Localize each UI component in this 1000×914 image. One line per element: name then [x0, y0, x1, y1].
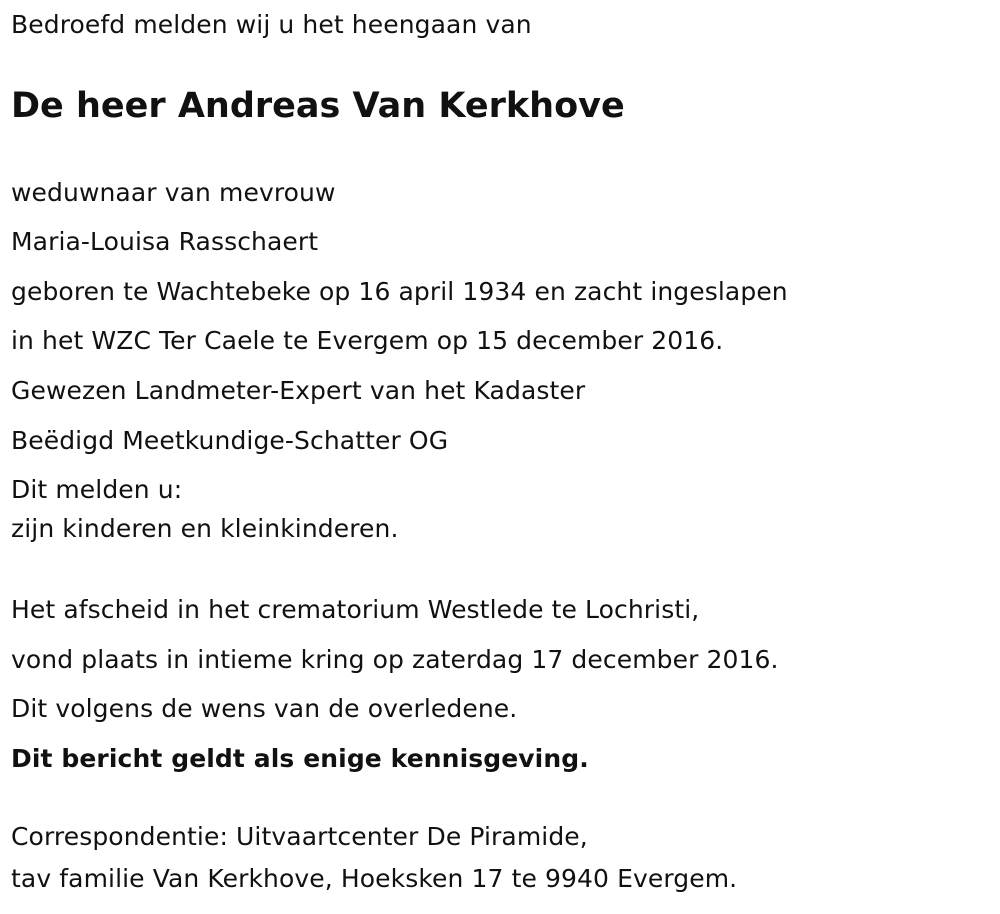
widower-line: weduwnaar van mevrouw — [11, 178, 336, 207]
correspondence-line-2: tav familie Van Kerkhove, Hoeksken 17 te 9940 Evergem. — [11, 864, 738, 893]
birth-line: geboren te Wachtebeke op 16 april 1934 en zacht ingeslapen — [11, 277, 788, 306]
farewell-wish: Dit volgens de wens van de overledene. — [11, 694, 518, 723]
spouse-name: Maria-Louisa Rasschaert — [11, 227, 319, 256]
notice-line: Dit bericht geldt als enige kennisgeving. — [11, 744, 589, 773]
correspondence-line-1: Correspondentie: Uitvaartcenter De Piramide, — [11, 822, 588, 851]
announced-by-family: zijn kinderen en kleinkinderen. — [11, 514, 399, 543]
farewell-location: Het afscheid in het crematorium Westlede te Lochristi, — [11, 595, 700, 624]
intro-text: Bedroefd melden wij u het heengaan van — [11, 10, 532, 39]
deceased-name: De heer Andreas Van Kerkhove — [11, 86, 625, 126]
announced-by-label: Dit melden u: — [11, 475, 183, 504]
profession-line: Gewezen Landmeter-Expert van het Kadaster — [11, 376, 586, 405]
title-line: Beëdigd Meetkundige-Schatter OG — [11, 426, 449, 455]
farewell-date: vond plaats in intieme kring op zaterdag 17 december 2016. — [11, 645, 779, 674]
death-line: in het WZC Ter Caele te Evergem op 15 december 2016. — [11, 326, 724, 355]
